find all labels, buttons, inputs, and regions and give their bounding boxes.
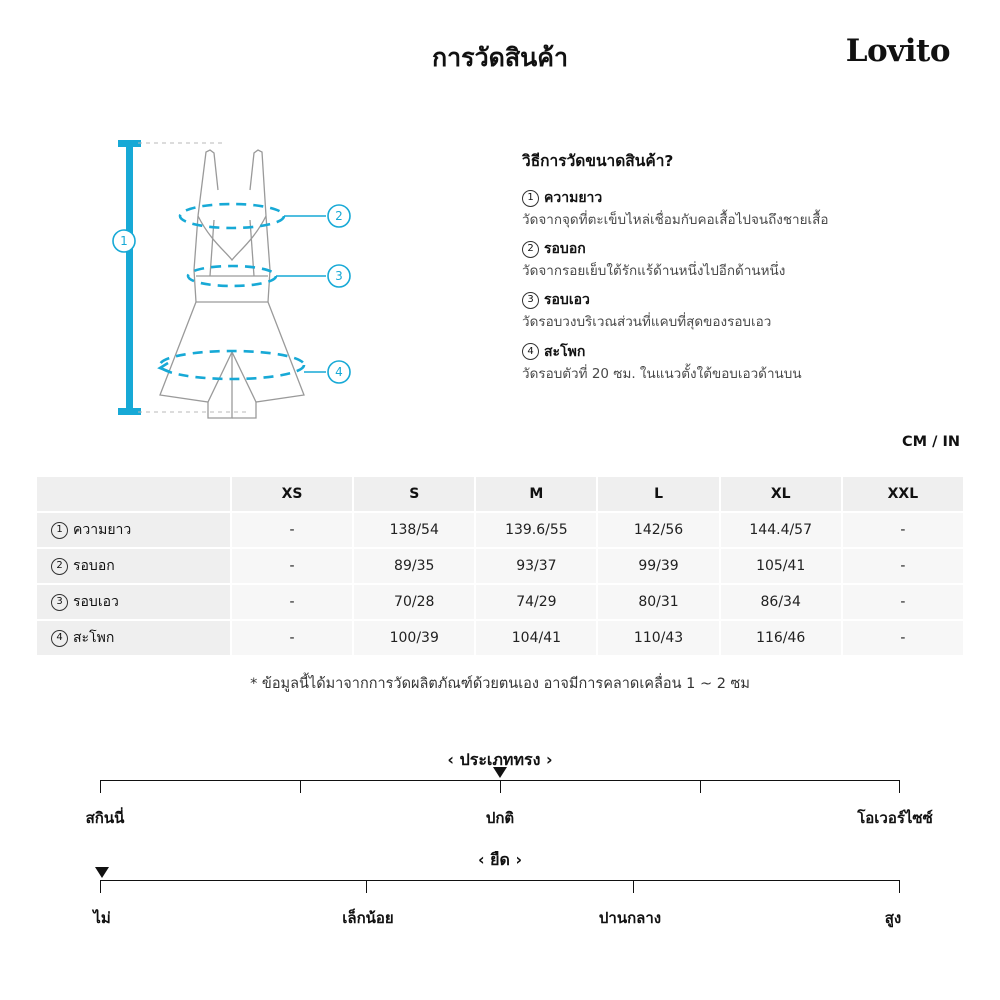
fit-scale-label-regular: ปกติ (485, 809, 515, 827)
stretch-scale-label-slight: เล็กน้อย (342, 909, 394, 927)
cell-length-s: 138/54 (353, 512, 475, 548)
fit-scale-tick-4 (899, 780, 900, 793)
stretch-scale-label-medium: ปานกลาง (598, 909, 662, 927)
cell-length-m: 139.6/55 (475, 512, 597, 548)
stretch-scale-tick-1 (366, 880, 367, 893)
cell-waist-m: 74/29 (475, 584, 597, 620)
table-header-cell-blank (36, 476, 231, 512)
measure-item-bust (522, 238, 942, 280)
cell-hip-s: 100/39 (353, 620, 475, 656)
measure-item-hip (522, 341, 942, 383)
cell-waist-xxl: - (842, 584, 964, 620)
table-row (36, 620, 964, 656)
cell-hip-xxl: - (842, 620, 964, 656)
number-badge-4: 4 (522, 343, 539, 360)
fit-scale-label-oversize: โอเวอร์ไซซ์ (857, 809, 933, 827)
fit-scale-tick-1 (300, 780, 301, 793)
cell-bust-s: 89/35 (353, 548, 475, 584)
unit-label: CM / IN (902, 434, 960, 450)
row-label-hip-text: สะโพก (73, 630, 115, 646)
table-row (36, 584, 964, 620)
garment-diagram-svg (90, 120, 490, 440)
size-chart-table (35, 475, 965, 657)
measure-item-bust-desc: วัดจากรอยเย็บใต้รักแร้ด้านหนึ่งไปอีกด้านหนึ่ง (522, 263, 786, 280)
stretch-scale-label-none: ไม่ (93, 909, 111, 927)
fit-scale-bar (100, 780, 900, 796)
fit-scale-labels (40, 806, 960, 826)
table-row (36, 512, 964, 548)
cell-bust-xxl: - (842, 548, 964, 584)
measure-item-length (522, 187, 942, 229)
stretch-scale-title: ‹ ยืด › (477, 850, 523, 869)
table-header-cell-m: M (475, 476, 597, 512)
stretch-scale-bar (100, 880, 900, 896)
fit-scale-tick-3 (700, 780, 701, 793)
cell-bust-xl: 105/41 (720, 548, 842, 584)
measure-item-length-desc: วัดจากจุดที่ตะเข็บไหล่เชื่อมกับคอเสื้อไปจนถึงชายเสื้อ (522, 212, 829, 228)
table-header-cell-s: S (353, 476, 475, 512)
measure-item-waist-desc: วัดรอบวงบริเวณส่วนที่แคบที่สุดของรอบเอว (522, 314, 772, 331)
row-number-badge-3: 3 (51, 594, 68, 611)
fit-scale-marker (493, 767, 507, 778)
page-header (0, 0, 1000, 105)
cell-waist-s: 70/28 (353, 584, 475, 620)
callout-3-text: 3 (335, 269, 343, 283)
stretch-scale-label-high: สูง (884, 909, 902, 927)
row-label-length-text: ความยาว (73, 522, 132, 538)
cell-waist-l: 80/31 (597, 584, 719, 620)
measure-item-waist (522, 289, 942, 331)
cell-bust-xs: - (231, 548, 353, 584)
row-label-hip (36, 620, 231, 656)
callout-2-text: 2 (335, 209, 343, 223)
stretch-scale-tick-0 (100, 880, 101, 893)
table-header-cell-xs: XS (231, 476, 353, 512)
row-number-badge-2: 2 (51, 558, 68, 575)
table-header-cell-xl: XL (720, 476, 842, 512)
row-label-bust-text: รอบอก (73, 558, 115, 574)
number-badge-1: 1 (522, 190, 539, 207)
table-header-cell-l: L (597, 476, 719, 512)
cell-waist-xl: 86/34 (720, 584, 842, 620)
row-label-length (36, 512, 231, 548)
measure-item-length-label: ความยาว (544, 190, 603, 206)
cell-hip-l: 110/43 (597, 620, 719, 656)
how-to-measure-section (522, 148, 942, 392)
fit-scale-section (0, 748, 1000, 828)
row-label-waist (36, 584, 231, 620)
table-header-row (36, 476, 964, 512)
cell-length-xxl: - (842, 512, 964, 548)
measure-item-waist-label: รอบเอว (544, 292, 590, 309)
cell-bust-l: 99/39 (597, 548, 719, 584)
fit-scale-title: ‹ ประเภททรง › (447, 750, 553, 769)
fit-scale-tick-0 (100, 780, 101, 793)
measure-item-hip-label: สะโพก (544, 343, 586, 360)
cell-hip-xl: 116/46 (720, 620, 842, 656)
measure-item-hip-desc: วัดรอบตัวที่ 20 ซม. ในแนวตั้งใต้ขอบเอวด้านบน (522, 365, 802, 382)
cell-waist-xs: - (231, 584, 353, 620)
measurement-note: * ข้อมูลนี้ได้มาจากการวัดผลิตภัณฑ์ด้วยตนเอง อาจมีการคลาดเคลื่อน 1 ~ 2 ซม (250, 676, 750, 692)
cell-bust-m: 93/37 (475, 548, 597, 584)
number-badge-2: 2 (522, 241, 539, 258)
how-to-measure-title: วิธีการวัดขนาดสินค้า? (522, 152, 674, 170)
brand-logo: Lovito (845, 33, 950, 69)
stretch-scale-line (100, 880, 900, 881)
cell-length-xs: - (231, 512, 353, 548)
garment-illustration (90, 120, 490, 440)
stretch-scale-section (0, 848, 1000, 928)
fit-scale-label-skinny: สกินนี่ (85, 809, 125, 827)
row-number-badge-1: 1 (51, 522, 68, 539)
callout-4-text: 4 (335, 365, 343, 379)
cell-length-xl: 144.4/57 (720, 512, 842, 548)
stretch-scale-marker (95, 867, 109, 878)
measure-item-bust-label: รอบอก (544, 241, 586, 258)
table-row (36, 548, 964, 584)
cell-hip-m: 104/41 (475, 620, 597, 656)
stretch-scale-tick-2 (633, 880, 634, 893)
cell-length-l: 142/56 (597, 512, 719, 548)
cell-hip-xs: - (231, 620, 353, 656)
row-number-badge-4: 4 (51, 630, 68, 647)
callout-1-text: 1 (120, 234, 128, 248)
table-header-cell-xxl: XXL (842, 476, 964, 512)
row-label-waist-text: รอบเอว (73, 594, 119, 610)
page-title: การวัดสินค้า (432, 43, 568, 72)
stretch-scale-tick-3 (899, 880, 900, 893)
number-badge-3: 3 (522, 292, 539, 309)
fit-scale-tick-2 (500, 780, 501, 793)
row-label-bust (36, 548, 231, 584)
stretch-scale-labels (40, 906, 960, 926)
